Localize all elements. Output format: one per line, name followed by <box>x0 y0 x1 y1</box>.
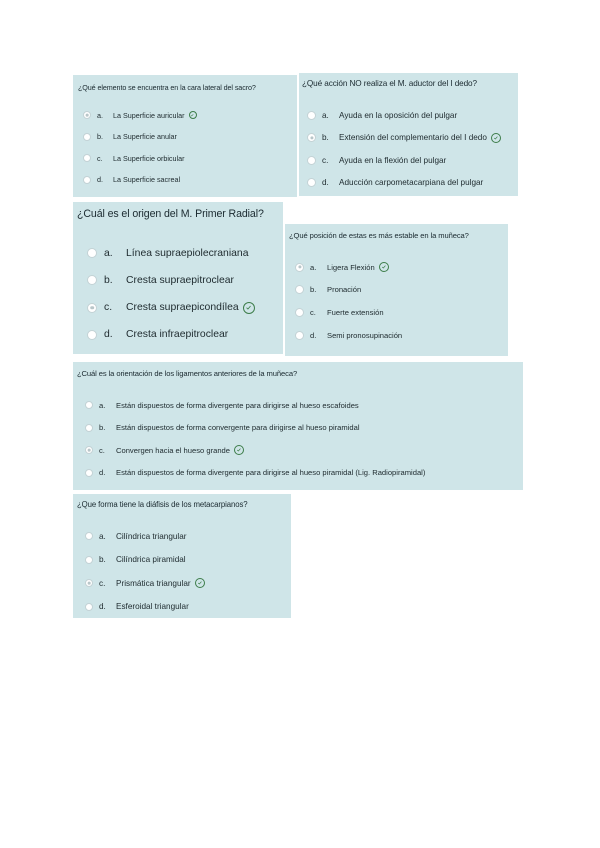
option-d[interactable] <box>85 468 425 478</box>
option-letter: c. <box>104 302 113 314</box>
option-text: Semi pronosupinación <box>327 330 403 340</box>
option-letter: b. <box>310 285 317 295</box>
option-a[interactable] <box>87 247 248 259</box>
option-letter: d. <box>322 178 329 187</box>
option-text: Cresta infraepitroclear <box>126 329 229 341</box>
option-text: Pronación <box>327 285 362 295</box>
option-letter: a. <box>99 531 106 541</box>
radio-icon[interactable] <box>85 446 93 454</box>
check-circle-icon <box>491 133 501 143</box>
option-letter: b. <box>104 274 113 286</box>
option-text: Línea supraepiolecraniana <box>126 247 249 259</box>
question-card-6 <box>73 494 291 618</box>
option-c[interactable] <box>307 155 446 165</box>
radio-icon[interactable] <box>83 111 91 119</box>
option-letter: d. <box>97 175 103 184</box>
option-a[interactable] <box>85 531 187 541</box>
radio-icon[interactable] <box>85 556 93 564</box>
option-letter: c. <box>99 578 106 588</box>
radio-icon[interactable] <box>295 308 304 317</box>
option-letter: a. <box>322 110 329 120</box>
option-b[interactable] <box>87 274 234 286</box>
option-c[interactable] <box>83 154 185 162</box>
option-text: Fuerte extensión <box>327 307 384 317</box>
check-circle-icon <box>234 445 244 455</box>
option-c[interactable] <box>85 445 244 455</box>
question-card-2 <box>299 73 518 196</box>
radio-icon[interactable] <box>83 176 91 184</box>
option-b[interactable] <box>83 133 177 141</box>
radio-icon[interactable] <box>295 263 304 272</box>
option-letter: b. <box>322 133 329 142</box>
option-text: Están dispuestos de forma convergente para dirigirse al hueso piramidal <box>116 423 360 433</box>
radio-icon[interactable] <box>295 331 304 340</box>
check-circle-icon <box>379 262 389 272</box>
option-letter: a. <box>310 262 317 272</box>
option-a[interactable] <box>85 400 359 410</box>
option-text: La Superficie anular <box>113 132 177 141</box>
option-letter: b. <box>99 555 106 565</box>
question-text: ¿Cuál es la orientación de los ligamentos anteriores de la muñeca? <box>77 369 298 378</box>
option-letter: d. <box>104 329 113 341</box>
option-d[interactable] <box>85 602 189 612</box>
radio-icon[interactable] <box>85 401 93 409</box>
option-text: Ayuda en la oposición del pulgar <box>339 110 458 120</box>
radio-icon[interactable] <box>83 154 91 162</box>
radio-icon[interactable] <box>85 532 93 540</box>
question-text: ¿Que forma tiene la diáfisis de los metacarpianos? <box>77 500 248 509</box>
question-card-1 <box>73 75 297 197</box>
radio-icon[interactable] <box>87 330 97 340</box>
option-letter: a. <box>99 400 106 410</box>
radio-icon[interactable] <box>307 111 316 120</box>
radio-icon[interactable] <box>85 579 93 587</box>
option-text: Extensión del complementario del I dedo <box>339 133 487 142</box>
radio-icon[interactable] <box>87 303 97 313</box>
option-text: Cilíndrica piramidal <box>116 555 186 565</box>
check-circle-icon <box>243 302 255 314</box>
option-d[interactable] <box>295 330 402 340</box>
option-d[interactable] <box>83 176 180 184</box>
question-text: ¿Qué posición de estas es más estable en la muñeca? <box>289 231 469 240</box>
radio-icon[interactable] <box>85 424 93 432</box>
option-text: Ayuda en la flexión del pulgar <box>339 155 447 165</box>
option-b[interactable] <box>85 423 360 433</box>
radio-icon[interactable] <box>307 156 316 165</box>
option-b[interactable] <box>307 133 501 143</box>
option-b[interactable] <box>85 555 186 565</box>
option-text: Cresta supraepicondílea <box>126 302 239 314</box>
radio-icon[interactable] <box>307 133 316 142</box>
option-text: Ligera Flexión <box>327 262 375 272</box>
option-a[interactable] <box>307 110 457 120</box>
option-b[interactable] <box>295 285 361 295</box>
option-letter: b. <box>99 423 106 433</box>
option-text: La Superficie orbicular <box>113 153 185 163</box>
option-text: Están dispuestos de forma divergente para dirigirse al hueso piramidal (Lig. Radiopiramidal) <box>116 468 426 478</box>
option-d[interactable] <box>307 178 483 188</box>
option-text: Están dispuestos de forma divergente para dirigirse al hueso escafoides <box>116 400 359 410</box>
option-letter: a. <box>97 110 103 120</box>
question-text: ¿Qué acción NO realiza el M. aductor del I dedo? <box>302 79 477 88</box>
option-letter: d. <box>99 468 106 478</box>
option-letter: c. <box>99 445 105 455</box>
option-text: Aducción carpometacarpiana del pulgar <box>339 178 484 187</box>
question-card-4 <box>285 224 508 356</box>
option-letter: c. <box>310 307 316 317</box>
option-letter: b. <box>97 132 103 141</box>
option-text: Convergen hacia el hueso grande <box>116 445 230 455</box>
check-circle-icon <box>189 111 197 119</box>
question-card-3 <box>73 202 283 354</box>
option-text: La Superficie auricular <box>113 110 185 120</box>
question-text: ¿Cuál es el origen del M. Primer Radial? <box>77 208 264 220</box>
option-letter: a. <box>104 247 113 259</box>
option-c[interactable] <box>295 307 384 317</box>
radio-icon[interactable] <box>307 178 316 187</box>
option-letter: c. <box>322 155 329 165</box>
question-card-5 <box>73 362 523 490</box>
option-text: Cresta supraepitroclear <box>126 274 234 286</box>
option-letter: d. <box>99 602 106 612</box>
radio-icon[interactable] <box>83 133 91 141</box>
radio-icon[interactable] <box>85 603 93 611</box>
option-letter: c. <box>97 153 103 163</box>
radio-icon[interactable] <box>87 248 97 258</box>
option-text: Esferoidal triangular <box>116 602 189 612</box>
radio-icon[interactable] <box>85 469 93 477</box>
option-a[interactable] <box>83 111 197 119</box>
question-text: ¿Qué elemento se encuentra en la cara lateral del sacro? <box>78 83 256 92</box>
option-d[interactable] <box>87 329 228 341</box>
option-text: Cilíndrica triangular <box>116 531 187 541</box>
option-letter: d. <box>310 330 317 340</box>
radio-icon[interactable] <box>295 285 304 294</box>
radio-icon[interactable] <box>87 275 97 285</box>
check-circle-icon <box>195 578 205 588</box>
option-c[interactable] <box>87 302 255 314</box>
option-text: Prismática triangular <box>116 578 191 588</box>
option-a[interactable] <box>295 262 389 272</box>
option-c[interactable] <box>85 578 205 588</box>
option-text: La Superficie sacreal <box>113 175 181 184</box>
